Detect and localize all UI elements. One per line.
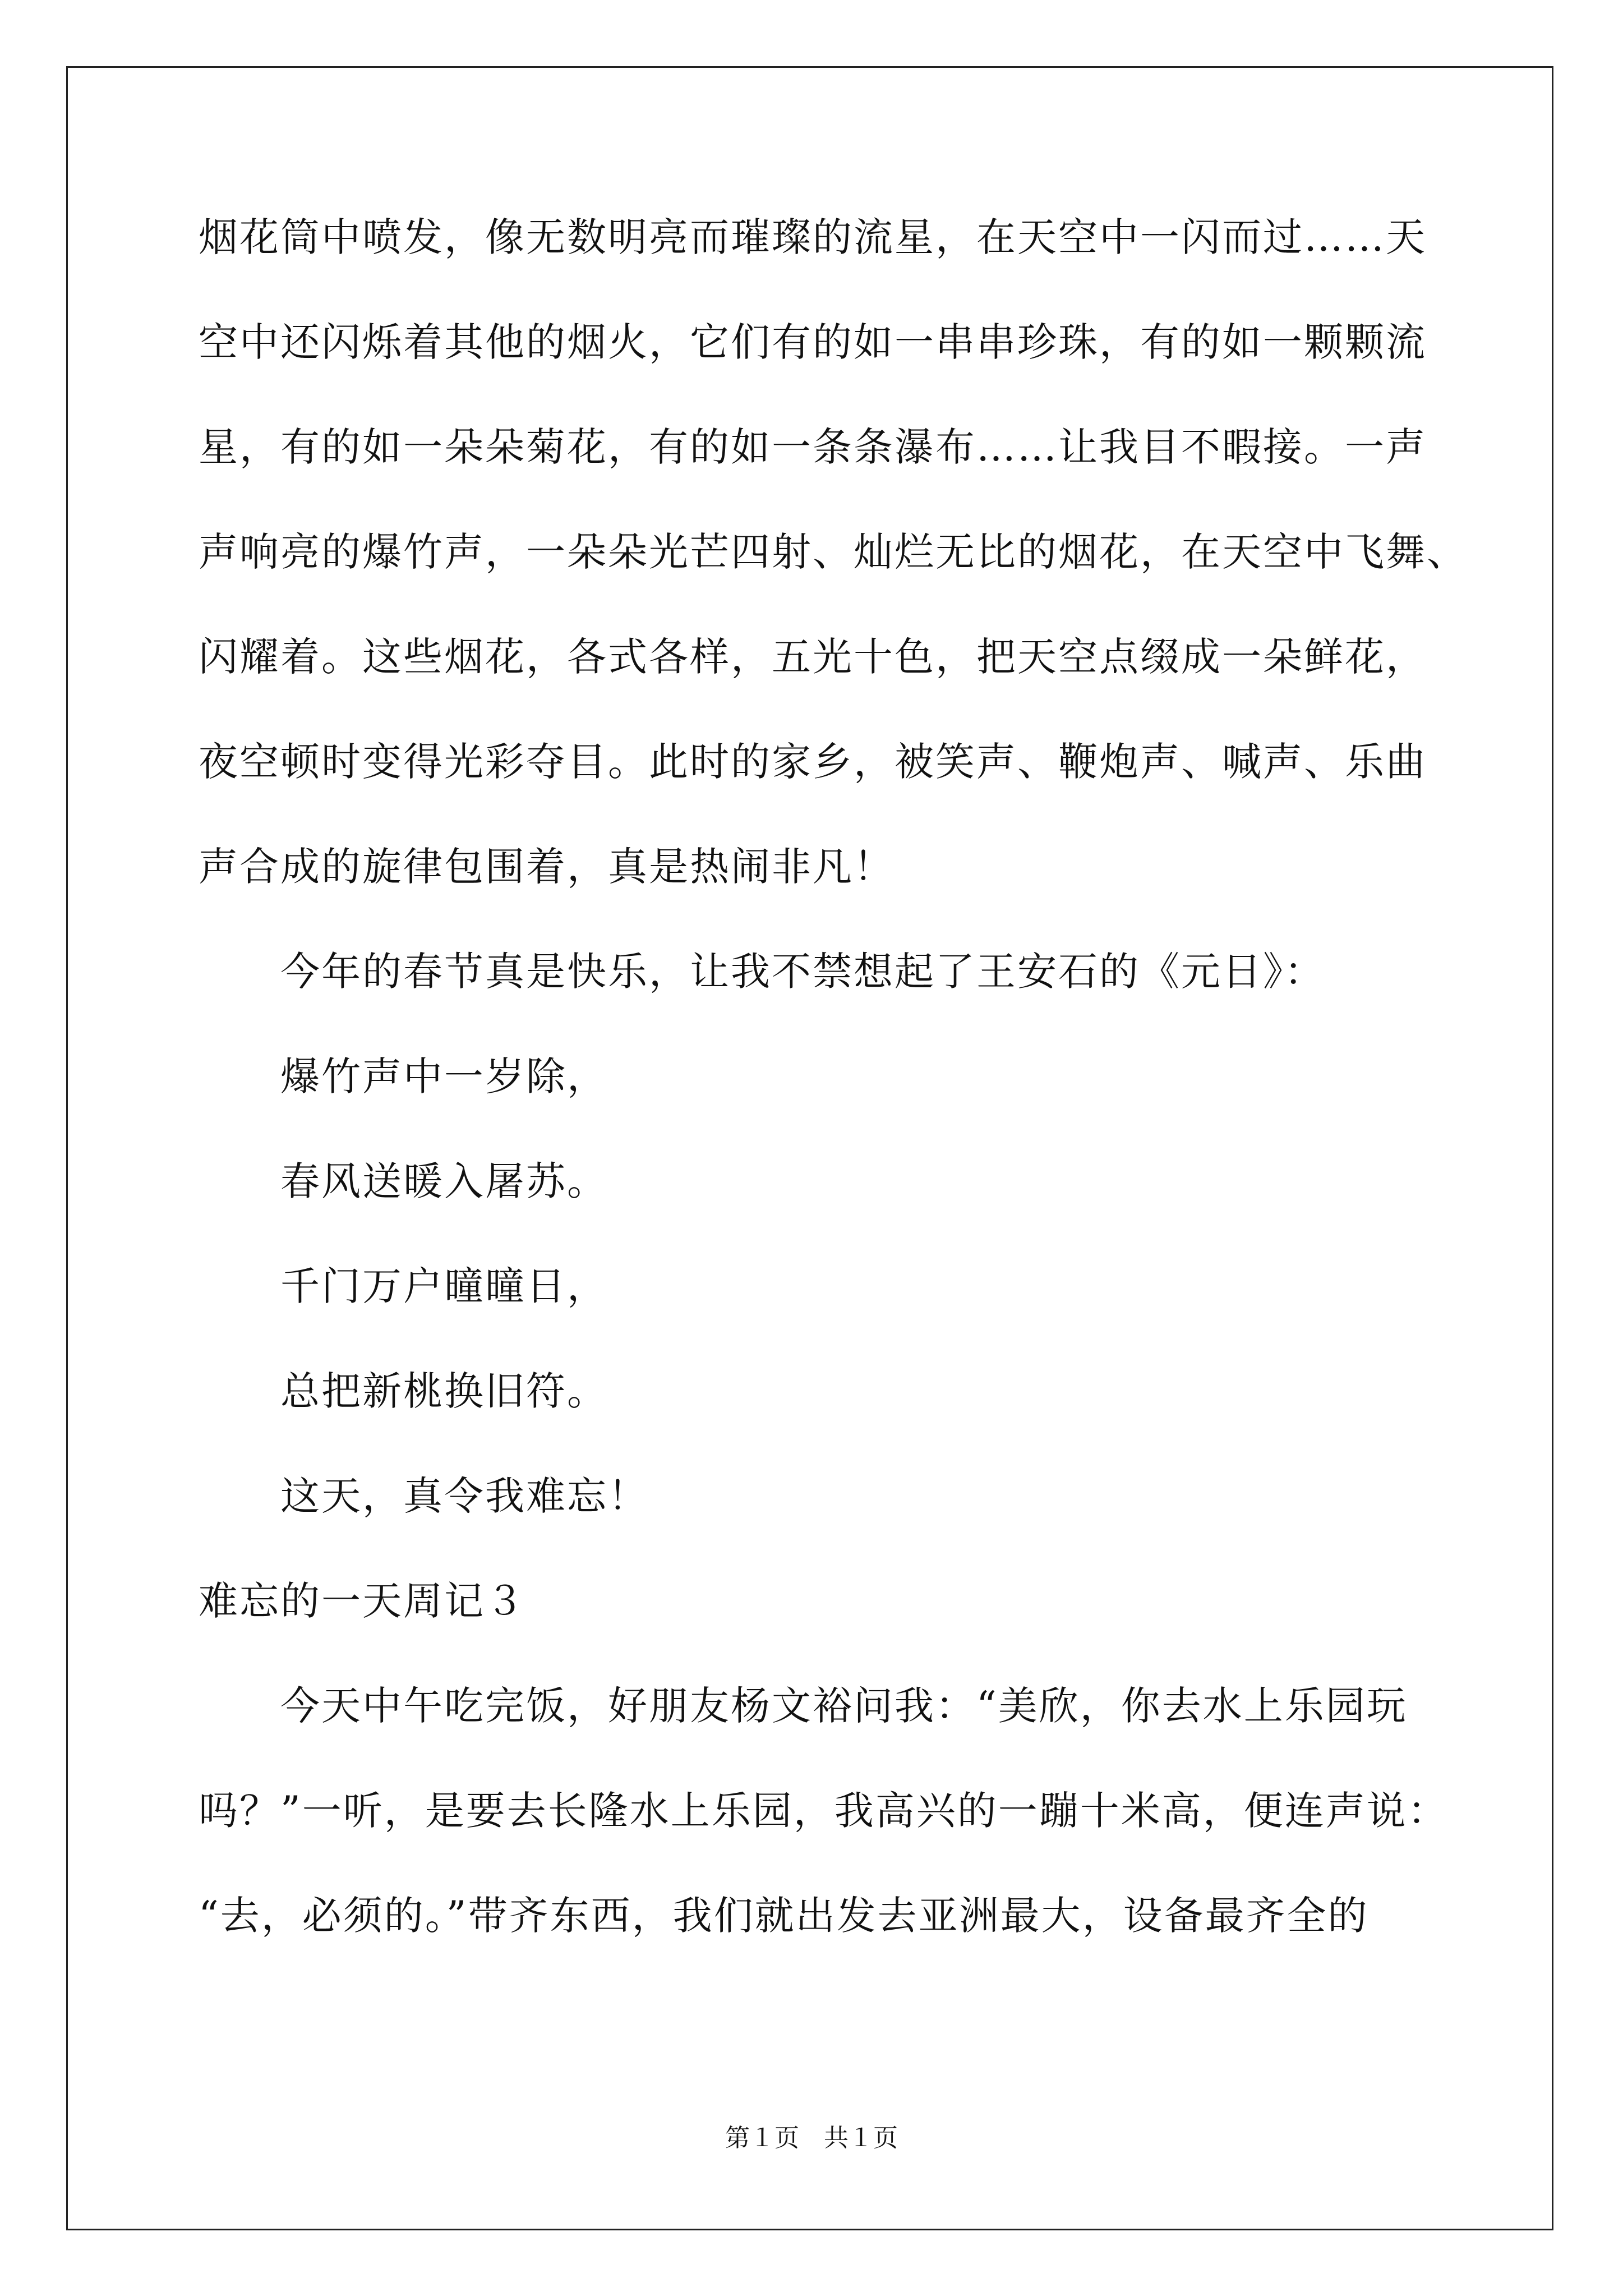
text-line-1: 烟花筒中喷发，像无数明亮而璀璨的流星，在天空中一闪而过……天 [199, 214, 1427, 260]
text-line-17: “去，必须的。”带齐东西，我们就出发去亚洲最大，设备最齐全的 [199, 1893, 1369, 1939]
text-line-6: 夜空顿时变得光彩夺目。此时的家乡，被笑声、鞭炮声、喊声、乐曲 [199, 739, 1427, 785]
text-line-16: 吗？”一听，是要去长隆水上乐园，我高兴的一蹦十米高，便连声说： [199, 1788, 1449, 1834]
text-line-2: 空中还闪烁着其他的烟火，它们有的如一串串珍珠，有的如一颗颗流 [199, 319, 1427, 365]
poem-line-2: 春风送暖入屠苏。 [280, 1158, 608, 1204]
text-line-4: 声响亮的爆竹声，一朵朵光芒四射、灿烂无比的烟花，在天空中飞舞、 [199, 529, 1468, 575]
section-heading: 难忘的一天周记３ [199, 1578, 526, 1624]
document-body [199, 214, 1468, 2001]
poem-line-3: 千门万户曈曈日， [280, 1263, 608, 1309]
text-line-5: 闪耀着。这些烟花，各式各样，五光十色，把天空点缀成一朵鲜花， [199, 634, 1427, 680]
text-line-8: 今年的春节真是快乐，让我不禁想起了王安石的《元日》： [280, 949, 1325, 995]
poem-line-1: 爆竹声中一岁除， [280, 1053, 608, 1099]
text-line-7: 声合成的旋律包围着，真是热闹非凡！ [199, 844, 895, 890]
text-line-3: 星，有的如一朵朵菊花，有的如一条条瀑布……让我目不暇接。一声 [199, 424, 1427, 470]
text-line-13: 这天，真令我难忘！ [280, 1473, 649, 1519]
text-line-15: 今天中午吃完饭，好朋友杨文裕问我：“美欣，你去水上乐园玩 [280, 1683, 1408, 1729]
page-footer: 第１页 共１页 [725, 2124, 898, 2152]
poem-line-4: 总把新桃换旧符。 [280, 1368, 608, 1414]
